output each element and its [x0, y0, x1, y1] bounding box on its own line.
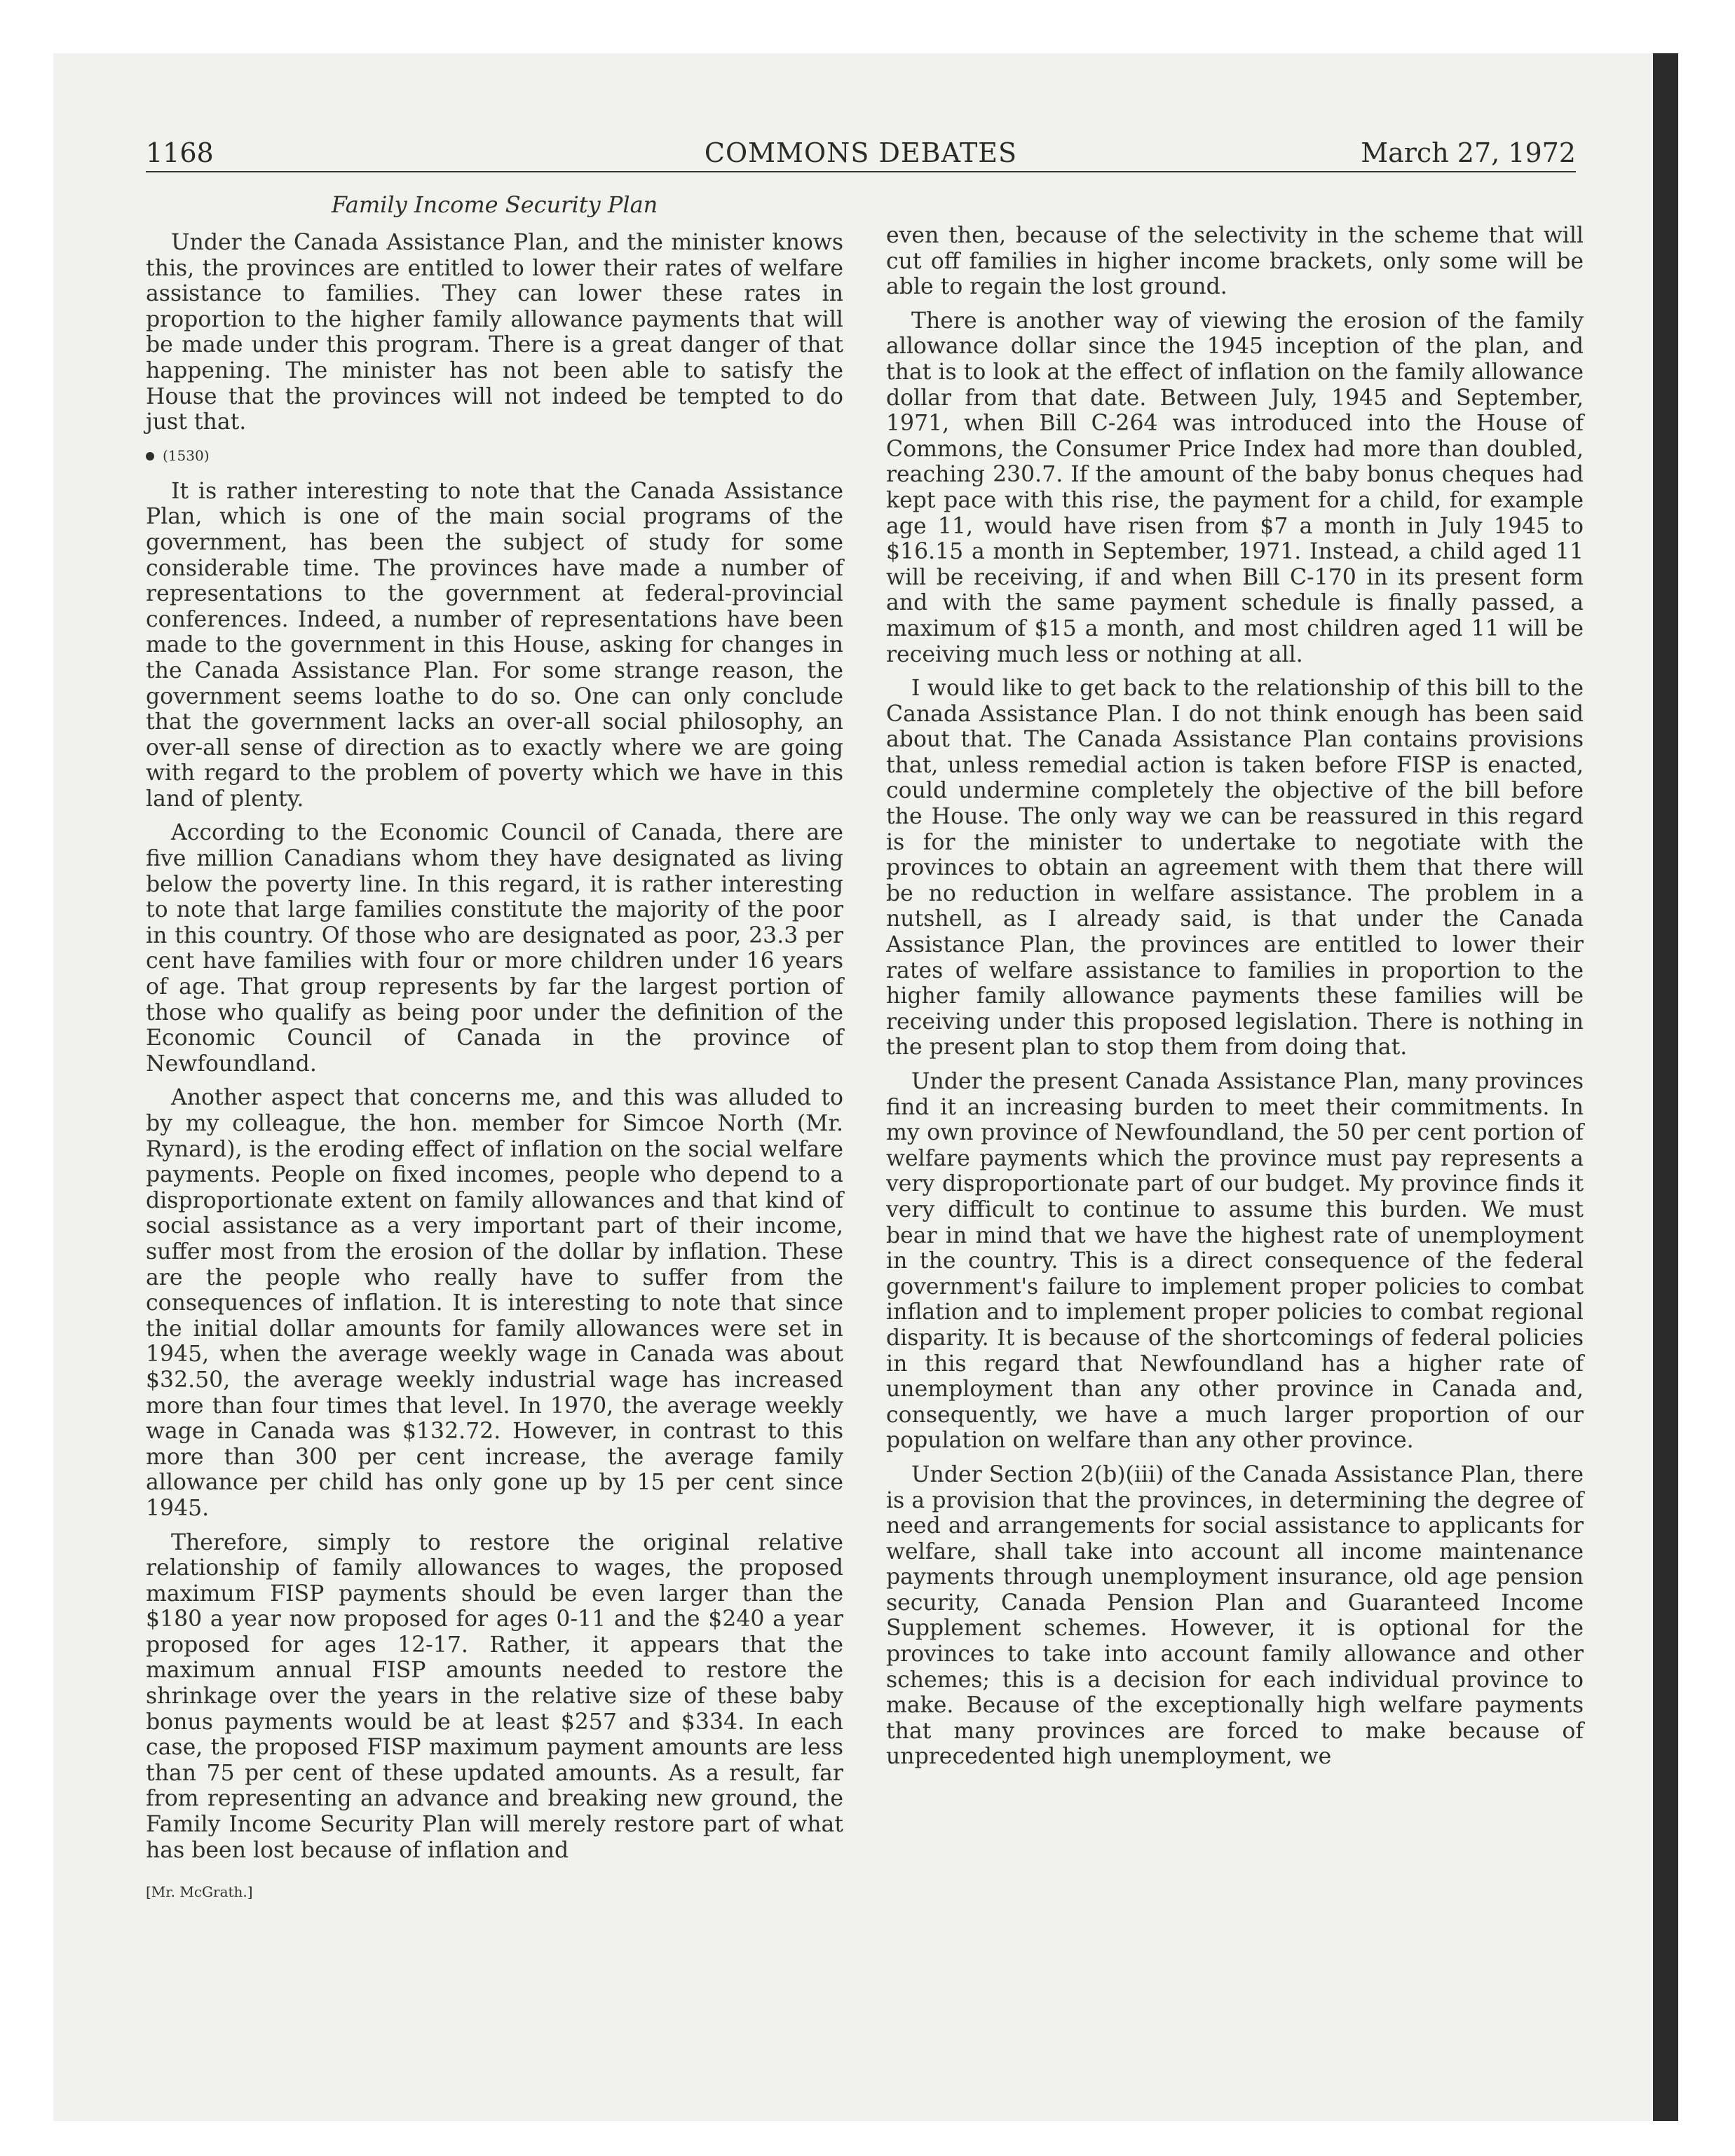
- page-date: March 27, 1972: [1361, 137, 1576, 168]
- paragraph: Under Section 2(b)(iii) of the Canada Assistance Plan, there is a provision that the provinces, in determining the degree of need and arrangements for social assistance to applicants for welfare, shall take into account all income maintenance payments through unemployment insurance, old age pension security, Canada Pension Plan and Guaranteed Income Supplement schemes. However, it is optional for the provinces to take into account family allowance and other schemes; this is a decision for each individual province to make. Because of the exceptionally high welfare payments that many provinces are forced to make because of unprecedented high unemployment, we: [886, 1461, 1584, 1770]
- paragraph: Under the Canada Assistance Plan, and the minister knows this, the provinces are entitled to lower their rates of welfare assistance to families. They can lower these rates in proportion to the higher family allowance payments that will be made under this program. There is a great danger of that happening. The minister has not been able to satisfy the House that the provinces will not indeed be tempted to do just that.: [146, 230, 843, 435]
- speaker-note: [Mr. McGrath.]: [146, 1883, 253, 1901]
- paragraph: Another aspect that concerns me, and this was alluded to by my colleague, the hon. member for Simcoe North (Mr. Rynard), is the eroding effect of inflation on the social welfare payments. People on fixed incomes, people who depend to a disproportionate extent on family allowances and that kind of social assistance as a very important part of their income, suffer most from the erosion of the dollar by inflation. These are the people who really have to suffer from the consequences of inflation. It is interesting to note that since the initial dollar amounts for family allowances were set in 1945, when the average weekly wage in Canada was about $32.50, the average weekly industrial wage has increased more than four times that level. In 1970, the average weekly wage in Canada was $132.72. However, in contrast to this more than 300 per cent increase, the average family allowance per child has only gone up by 15 per cent since 1945.: [146, 1085, 843, 1521]
- paragraph: I would like to get back to the relationship of this bill to the Canada Assistance Plan. I do not think enough has been said about that. The Canada Assistance Plan contains provisions that, unless remedial action is taken before FISP is enacted, could undermine completely the objective of the bill before the House. The only way we can be reassured in this regard is for the minister to undertake to negotiate with the provinces to obtain an agreement with them that there will be no reduction in welfare assistance. The problem in a nutshell, as I already said, is that under the Canada Assistance Plan, the provinces are entitled to lower their rates of welfare assistance to families in proportion to the higher family allowance payments these families will be receiving under this proposed legislation. There is nothing in the present plan to stop them from doing that.: [886, 676, 1584, 1060]
- page-number: 1168: [146, 137, 214, 168]
- journal-title: COMMONS DEBATES: [704, 137, 1018, 168]
- paragraph: It is rather interesting to note that the Canada Assistance Plan, which is one of the main social programs of the government, has been the subject of study for some considerable time. The provinces have made a number of representations to the government at federal-provincial conferences. Indeed, a number of representations have been made to the government in this House, asking for changes in the Canada Assistance Plan. For some strange reason, the government seems loathe to do so. One can only conclude that the government lacks an over-all social philosophy, an over-all sense of direction as to exactly where we are going with regard to the problem of poverty which we have in this land of plenty.: [146, 478, 843, 812]
- paragraph: According to the Economic Council of Canada, there are five million Canadians whom they have designated as living below the poverty line. In this regard, it is rather interesting to note that large families constitute the majority of the poor in this country. Of those who are designated as poor, 23.3 per cent have families with four or more children under 16 years of age. That group represents by far the largest portion of those who qualify as being poor under the definition of the Economic Council of Canada in the province of Newfoundland.: [146, 820, 843, 1077]
- paragraph: There is another way of viewing the erosion of the family allowance dollar since the 1945 inception of the plan, and that is to look at the effect of inflation on the family allowance dollar from that date. Between July, 1945 and September, 1971, when Bill C-264 was introduced into the House of Commons, the Consumer Price Index had more than doubled, reaching 230.7. If the amount of the baby bonus cheques had kept pace with this rise, the payment for a child, for example age 11, would have risen from $7 a month in July 1945 to $16.15 a month in September, 1971. Instead, a child aged 11 will be receiving, if and when Bill C-170 in its present form and with the same payment schedule is finally passed, a maximum of $15 a month, and most children aged 11 will be receiving much less or nothing at all.: [886, 308, 1584, 667]
- page-header: [146, 136, 1576, 172]
- paragraph: Therefore, simply to restore the original relative relationship of family allowances to wages, the proposed maximum FISP payments should be even larger than the $180 a year now proposed for ages 0-11 and the $240 a year proposed for ages 12-17. Rather, it appears that the maximum annual FISP amounts needed to restore the shrinkage over the years in the relative size of these baby bonus payments would be at least $257 and $334. In each case, the proposed FISP maximum payment amounts are less than 75 per cent of these updated amounts. As a result, far from representing an advance and breaking new ground, the Family Income Security Plan will merely restore part of what has been lost because of inflation and: [146, 1529, 843, 1863]
- paragraph: Under the present Canada Assistance Plan, many provinces find it an increasing burden to meet their commitments. In my own province of Newfoundland, the 50 per cent portion of welfare payments which the province must pay represents a very disproportionate part of our budget. My province finds it very difficult to continue to assume this burden. We must bear in mind that we have the highest rate of unemployment in the country. This is a direct consequence of the federal government's failure to implement proper policies to combat inflation and to implement proper policies to combat regional disparity. It is because of the shortcomings of federal policies in this regard that Newfoundland has a higher rate of unemployment than any other province in Canada and, consequently, we have a much larger proportion of our population on welfare than any other province.: [886, 1069, 1584, 1454]
- section-title: Family Income Security Plan: [331, 191, 658, 218]
- time-marker-text: (1530): [163, 446, 210, 464]
- right-column: [886, 223, 1584, 1778]
- time-marker: [146, 445, 843, 466]
- paragraph: even then, because of the selectivity in the scheme that will cut off families in higher income brackets, only some will be able to regain the lost ground.: [886, 223, 1584, 300]
- left-column: [146, 189, 843, 1902]
- bullet-icon: [146, 452, 154, 460]
- scan-edge-shadow: [1653, 53, 1678, 2121]
